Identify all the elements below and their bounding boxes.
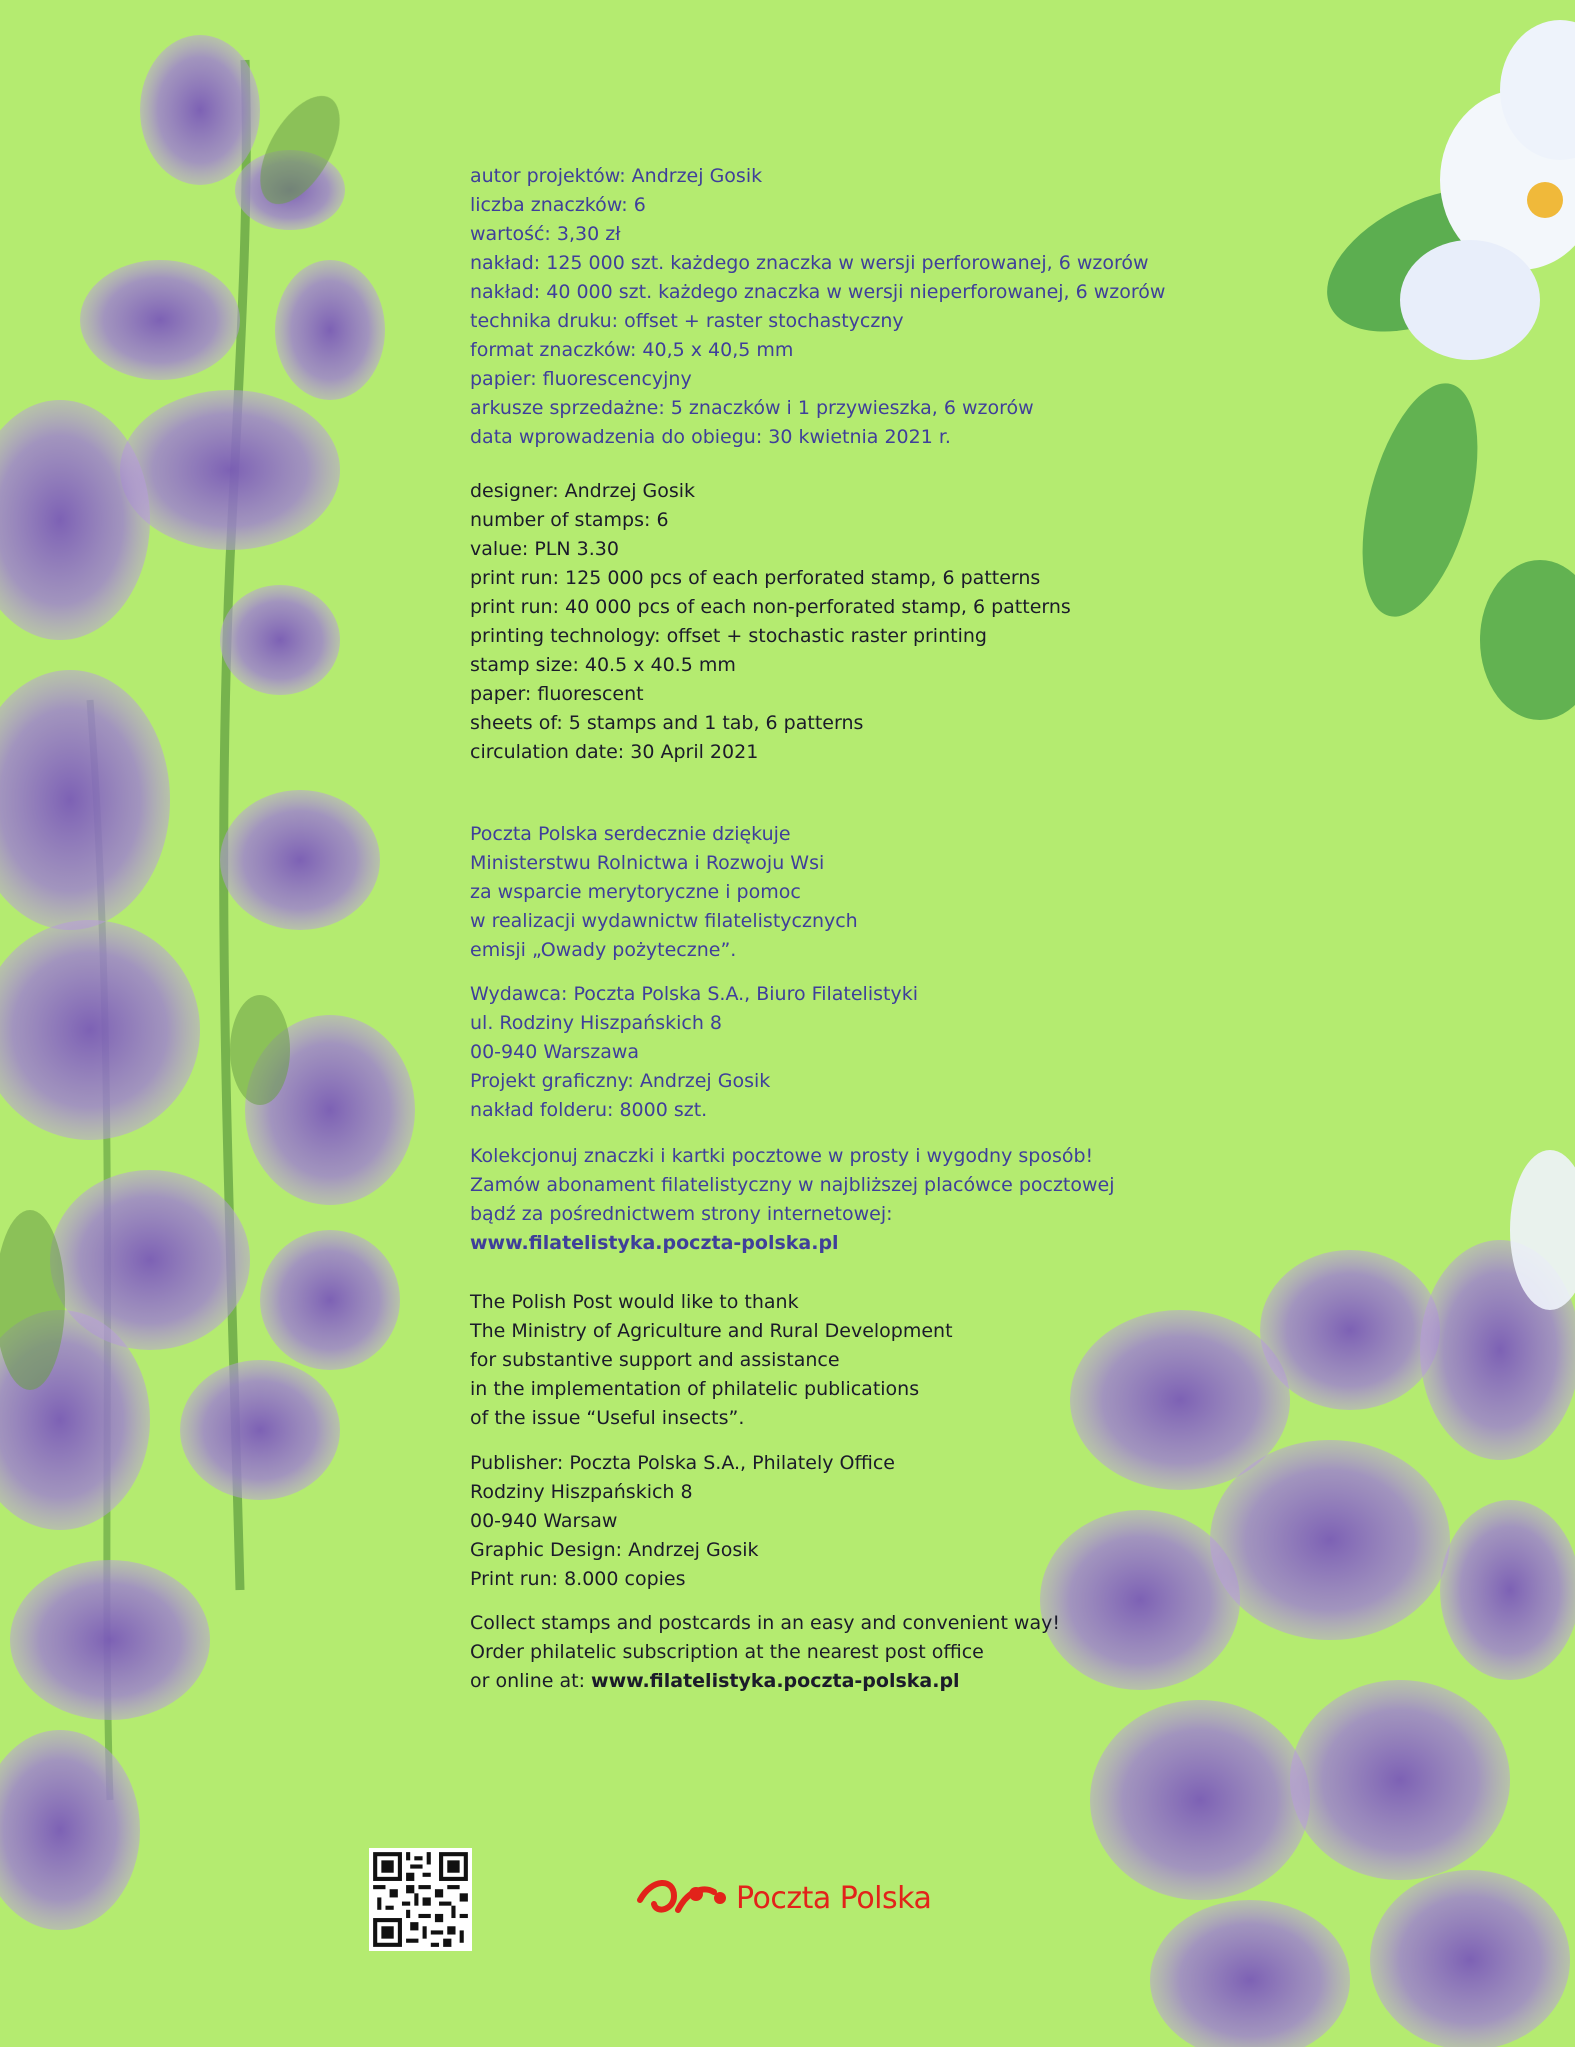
thanks-pl-block (470, 820, 858, 965)
spec-pl-line: nakład: 40 000 szt. każdego znaczka w wersji nieperforowanej, 6 wzorów (470, 281, 1166, 303)
online-prefix: or online at: (470, 1670, 592, 1692)
thanks-en-line: The Ministry of Agriculture and Rural Development (470, 1320, 953, 1342)
collect-en-line (470, 1667, 1060, 1696)
publisher-en-block (470, 1449, 895, 1594)
thanks-pl-line: emisji „Owady pożyteczne”. (470, 939, 737, 961)
publisher-en-line: Publisher: Poczta Polska S.A., Philately Office (470, 1452, 895, 1474)
spec-en-line: printing technology: offset + stochastic raster printing (470, 625, 987, 647)
qr-code-icon[interactable] (369, 1848, 472, 1951)
spec-en-line: circulation date: 30 April 2021 (470, 741, 759, 763)
spec-en-line: print run: 125 000 pcs of each perforated stamp, 6 patterns (470, 567, 1041, 589)
publisher-pl-line: 00-940 Warszawa (470, 1041, 640, 1063)
spec-en-line: print run: 40 000 pcs of each non-perforated stamp, 6 patterns (470, 596, 1071, 618)
thanks-pl-line: w realizacji wydawnictw filatelistycznych (470, 910, 858, 932)
spec-pl-line: liczba znaczków: 6 (470, 194, 646, 216)
thanks-en-line: The Polish Post would like to thank (470, 1291, 799, 1313)
spec-en-line: value: PLN 3.30 (470, 538, 619, 560)
spec-pl-line: wartość: 3,30 zł (470, 223, 621, 245)
spec-en-line: sheets of: 5 stamps and 1 tab, 6 patterns (470, 712, 864, 734)
spec-pl-line: arkusze sprzedażne: 5 znaczków i 1 przywieszka, 6 wzorów (470, 397, 1034, 419)
collect-en-line: Collect stamps and postcards in an easy and convenient way! (470, 1612, 1060, 1634)
spec-en-line: number of stamps: 6 (470, 509, 669, 531)
spec-en-line: designer: Andrzej Gosik (470, 480, 696, 502)
publisher-pl-line: nakład folderu: 8000 szt. (470, 1099, 708, 1121)
collect-pl-line: Zamów abonament filatelistyczny w najbliższej placówce pocztowej (470, 1174, 1115, 1196)
publisher-en-line: Graphic Design: Andrzej Gosik (470, 1539, 759, 1561)
publisher-pl-line: Projekt graficzny: Andrzej Gosik (470, 1070, 771, 1092)
publisher-pl-line: ul. Rodziny Hiszpańskich 8 (470, 1012, 722, 1034)
collect-pl-line: bądź za pośrednictwem strony internetowej: (470, 1203, 893, 1225)
publisher-en-line: 00-940 Warsaw (470, 1510, 618, 1532)
specs-pl-block (470, 162, 1165, 452)
spec-pl-line: autor projektów: Andrzej Gosik (470, 165, 763, 187)
thanks-en-line: in the implementation of philatelic publications (470, 1378, 920, 1400)
collect-pl-block (470, 1142, 1115, 1258)
publisher-pl-line: Wydawca: Poczta Polska S.A., Biuro Filatelistyki (470, 983, 918, 1005)
thanks-en-line: for substantive support and assistance (470, 1349, 840, 1371)
spec-pl-line: data wprowadzenia do obiegu: 30 kwietnia 2021 r. (470, 426, 951, 448)
thanks-en-block (470, 1288, 953, 1433)
thanks-pl-line: Poczta Polska serdecznie dziękuje (470, 823, 791, 845)
post-horn-icon (634, 1870, 728, 1926)
website-link-pl[interactable]: www.filatelistyka.poczta-polska.pl (470, 1232, 839, 1254)
thanks-pl-line: Ministerstwu Rolnictwa i Rozwoju Wsi (470, 852, 825, 874)
publisher-pl-block (470, 980, 918, 1125)
specs-en-block (470, 477, 1071, 767)
spec-pl-line: nakład: 125 000 szt. każdego znaczka w wersji perforowanej, 6 wzorów (470, 252, 1149, 274)
thanks-pl-line: za wsparcie merytoryczne i pomoc (470, 881, 801, 903)
spec-en-line: paper: fluorescent (470, 683, 644, 705)
spec-pl-line: format znaczków: 40,5 x 40,5 mm (470, 339, 794, 361)
logo-text: Poczta Polska (736, 1880, 932, 1916)
website-link-en[interactable]: www.filatelistyka.poczta-polska.pl (591, 1670, 960, 1692)
spec-en-line: stamp size: 40.5 x 40.5 mm (470, 654, 736, 676)
collect-en-block (470, 1609, 1060, 1696)
thanks-en-line: of the issue “Useful insects”. (470, 1407, 745, 1429)
publisher-en-line: Print run: 8.000 copies (470, 1568, 686, 1590)
collect-en-line: Order philatelic subscription at the nearest post office (470, 1641, 984, 1663)
spec-pl-line: papier: fluorescencyjny (470, 368, 692, 390)
spec-pl-line: technika druku: offset + raster stochastyczny (470, 310, 904, 332)
publisher-en-line: Rodziny Hiszpańskich 8 (470, 1481, 693, 1503)
collect-pl-line: Kolekcjonuj znaczki i kartki pocztowe w prosty i wygodny sposób! (470, 1145, 1094, 1167)
poczta-polska-logo (634, 1870, 931, 1926)
